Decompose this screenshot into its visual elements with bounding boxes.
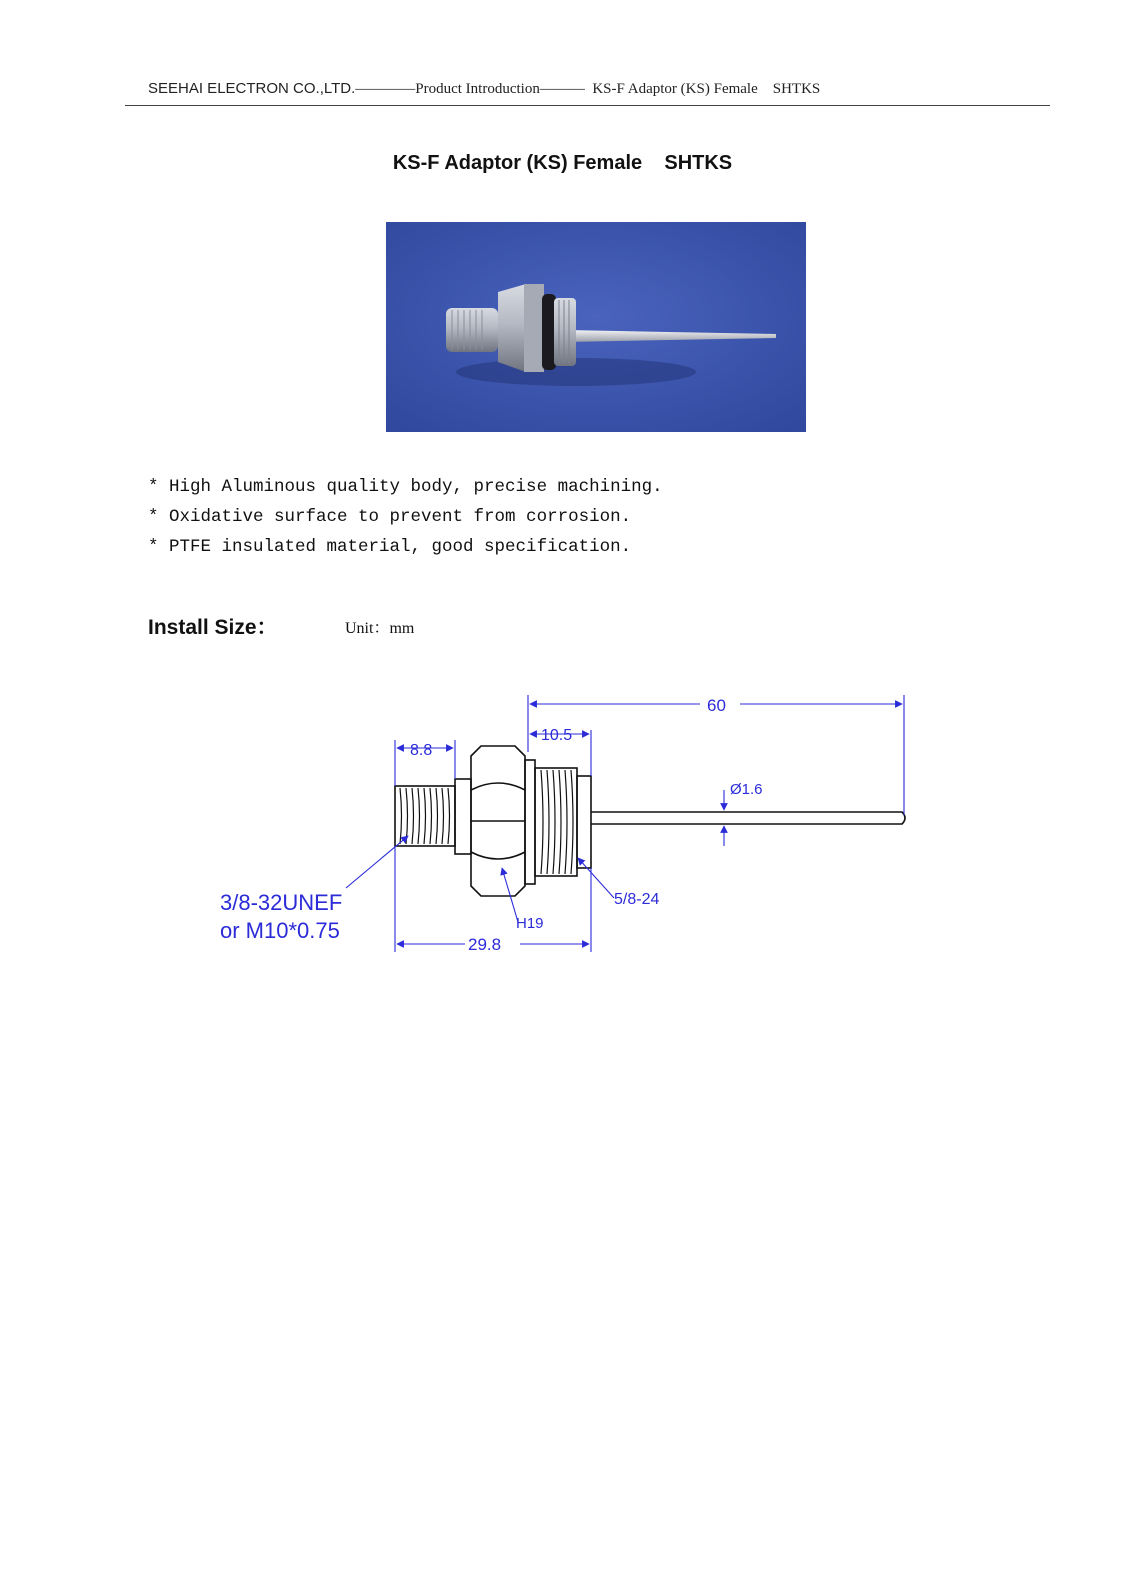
front-thread-spec-2: or M10*0.75 — [220, 918, 340, 943]
header-dash: ———— — [355, 81, 416, 97]
feature-item: * Oxidative surface to prevent from corrosion. — [148, 507, 632, 527]
dim-label-60: 60 — [707, 696, 726, 715]
leader-front-thread — [346, 836, 408, 888]
leader-rear-thread — [578, 858, 614, 898]
dim-label-8-8: 8.8 — [410, 742, 433, 759]
hex-size-label: H19 — [516, 915, 544, 932]
rear-thread-outline — [525, 760, 535, 884]
unit-label: Unit：mm — [345, 620, 415, 637]
feature-item: * High Aluminous quality body, precise machining. — [148, 477, 663, 497]
pin-outline — [591, 812, 905, 824]
header-dash: ——— — [539, 81, 585, 97]
front-thread-spec-1: 3/8-32UNEF — [220, 890, 343, 915]
front-shoulder — [455, 779, 471, 854]
dim-label-10-5: 10.5 — [541, 727, 573, 744]
dim-label-diameter: Ø1.6 — [730, 781, 763, 798]
header-product: KS-F Adaptor (KS) Female SHTKS — [592, 81, 821, 97]
header-section: Product Introduction — [415, 81, 540, 97]
rear-thread-lines — [541, 770, 573, 874]
page-title: KS-F Adaptor (KS) Female SHTKS — [392, 152, 733, 174]
dim-label-29-8: 29.8 — [468, 935, 502, 954]
feature-item: * PTFE insulated material, good specification. — [148, 537, 632, 557]
front-thread-lines — [400, 788, 450, 844]
install-size-label: Install Size： — [148, 616, 278, 639]
rear-thread-spec: 5/8-24 — [614, 891, 660, 908]
header-company: SEEHAI ELECTRON CO.,LTD. — [148, 80, 356, 97]
